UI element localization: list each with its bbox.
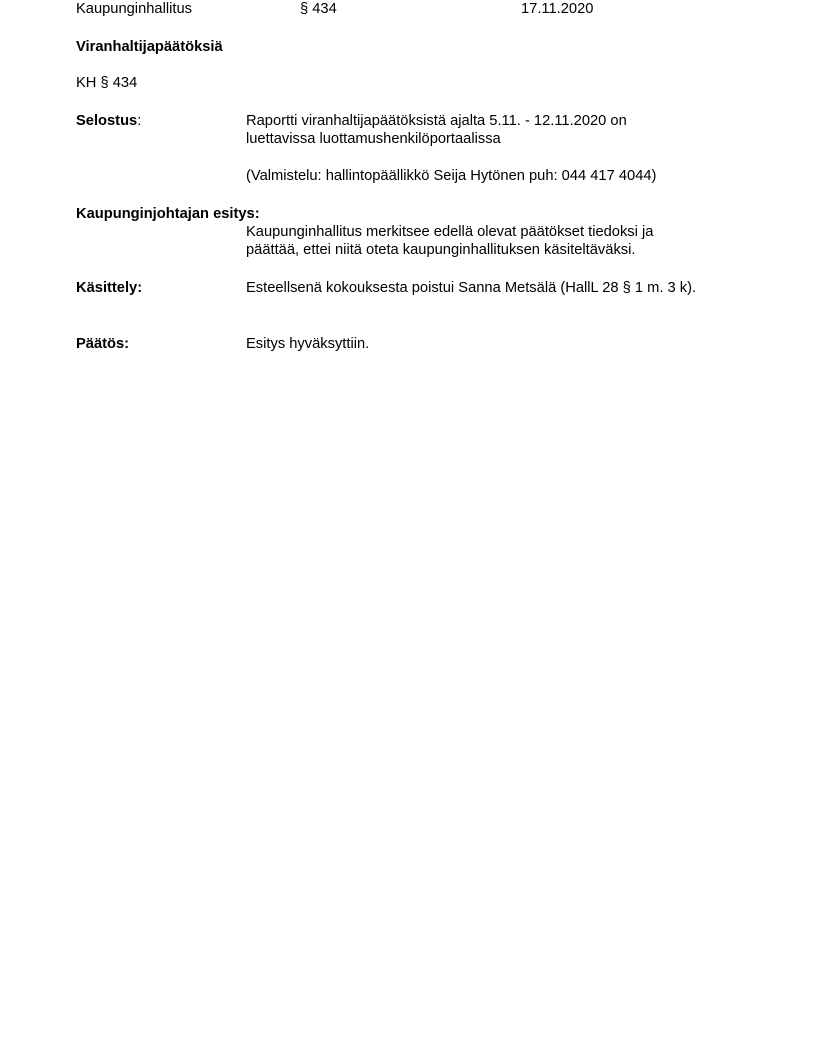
selostus-line-1: Raportti viranhaltijapäätöksistä ajalta 5.11. - 12.11.2020 on <box>246 113 627 129</box>
header-section: § 434 <box>300 1 337 17</box>
selostus-preparer: (Valmistelu: hallintopäällikkö Seija Hytönen puh: 044 417 4044) <box>246 168 657 184</box>
document-title: Viranhaltijapäätöksiä <box>76 39 223 55</box>
section-reference: KH § 434 <box>76 75 138 91</box>
selostus-label-wrap <box>76 112 141 130</box>
selostus-label: Selostus <box>76 113 138 129</box>
selostus-line-2: luettavissa luottamushenkilöportaalissa <box>246 131 501 147</box>
kasittely-text: Esteellsenä kokouksesta poistui Sanna Metsälä (HallL 28 § 1 m. 3 k). <box>246 280 697 296</box>
header-body: Kaupunginhallitus <box>76 1 192 17</box>
paatos-label: Päätös: <box>76 336 130 352</box>
esitys-line-1: Kaupunginhallitus merkitsee edellä olevat päätökset tiedoksi ja <box>246 224 654 240</box>
esitys-line-2: päättää, ettei niitä oteta kaupunginhallituksen käsiteltäväksi. <box>246 242 636 258</box>
paatos-text: Esitys hyväksyttiin. <box>246 336 370 352</box>
kasittely-label: Käsittely: <box>76 280 143 296</box>
selostus-label-colon: : <box>137 113 142 129</box>
esitys-label: Kaupunginjohtajan esitys: <box>76 206 260 222</box>
header-date: 17.11.2020 <box>521 1 594 17</box>
